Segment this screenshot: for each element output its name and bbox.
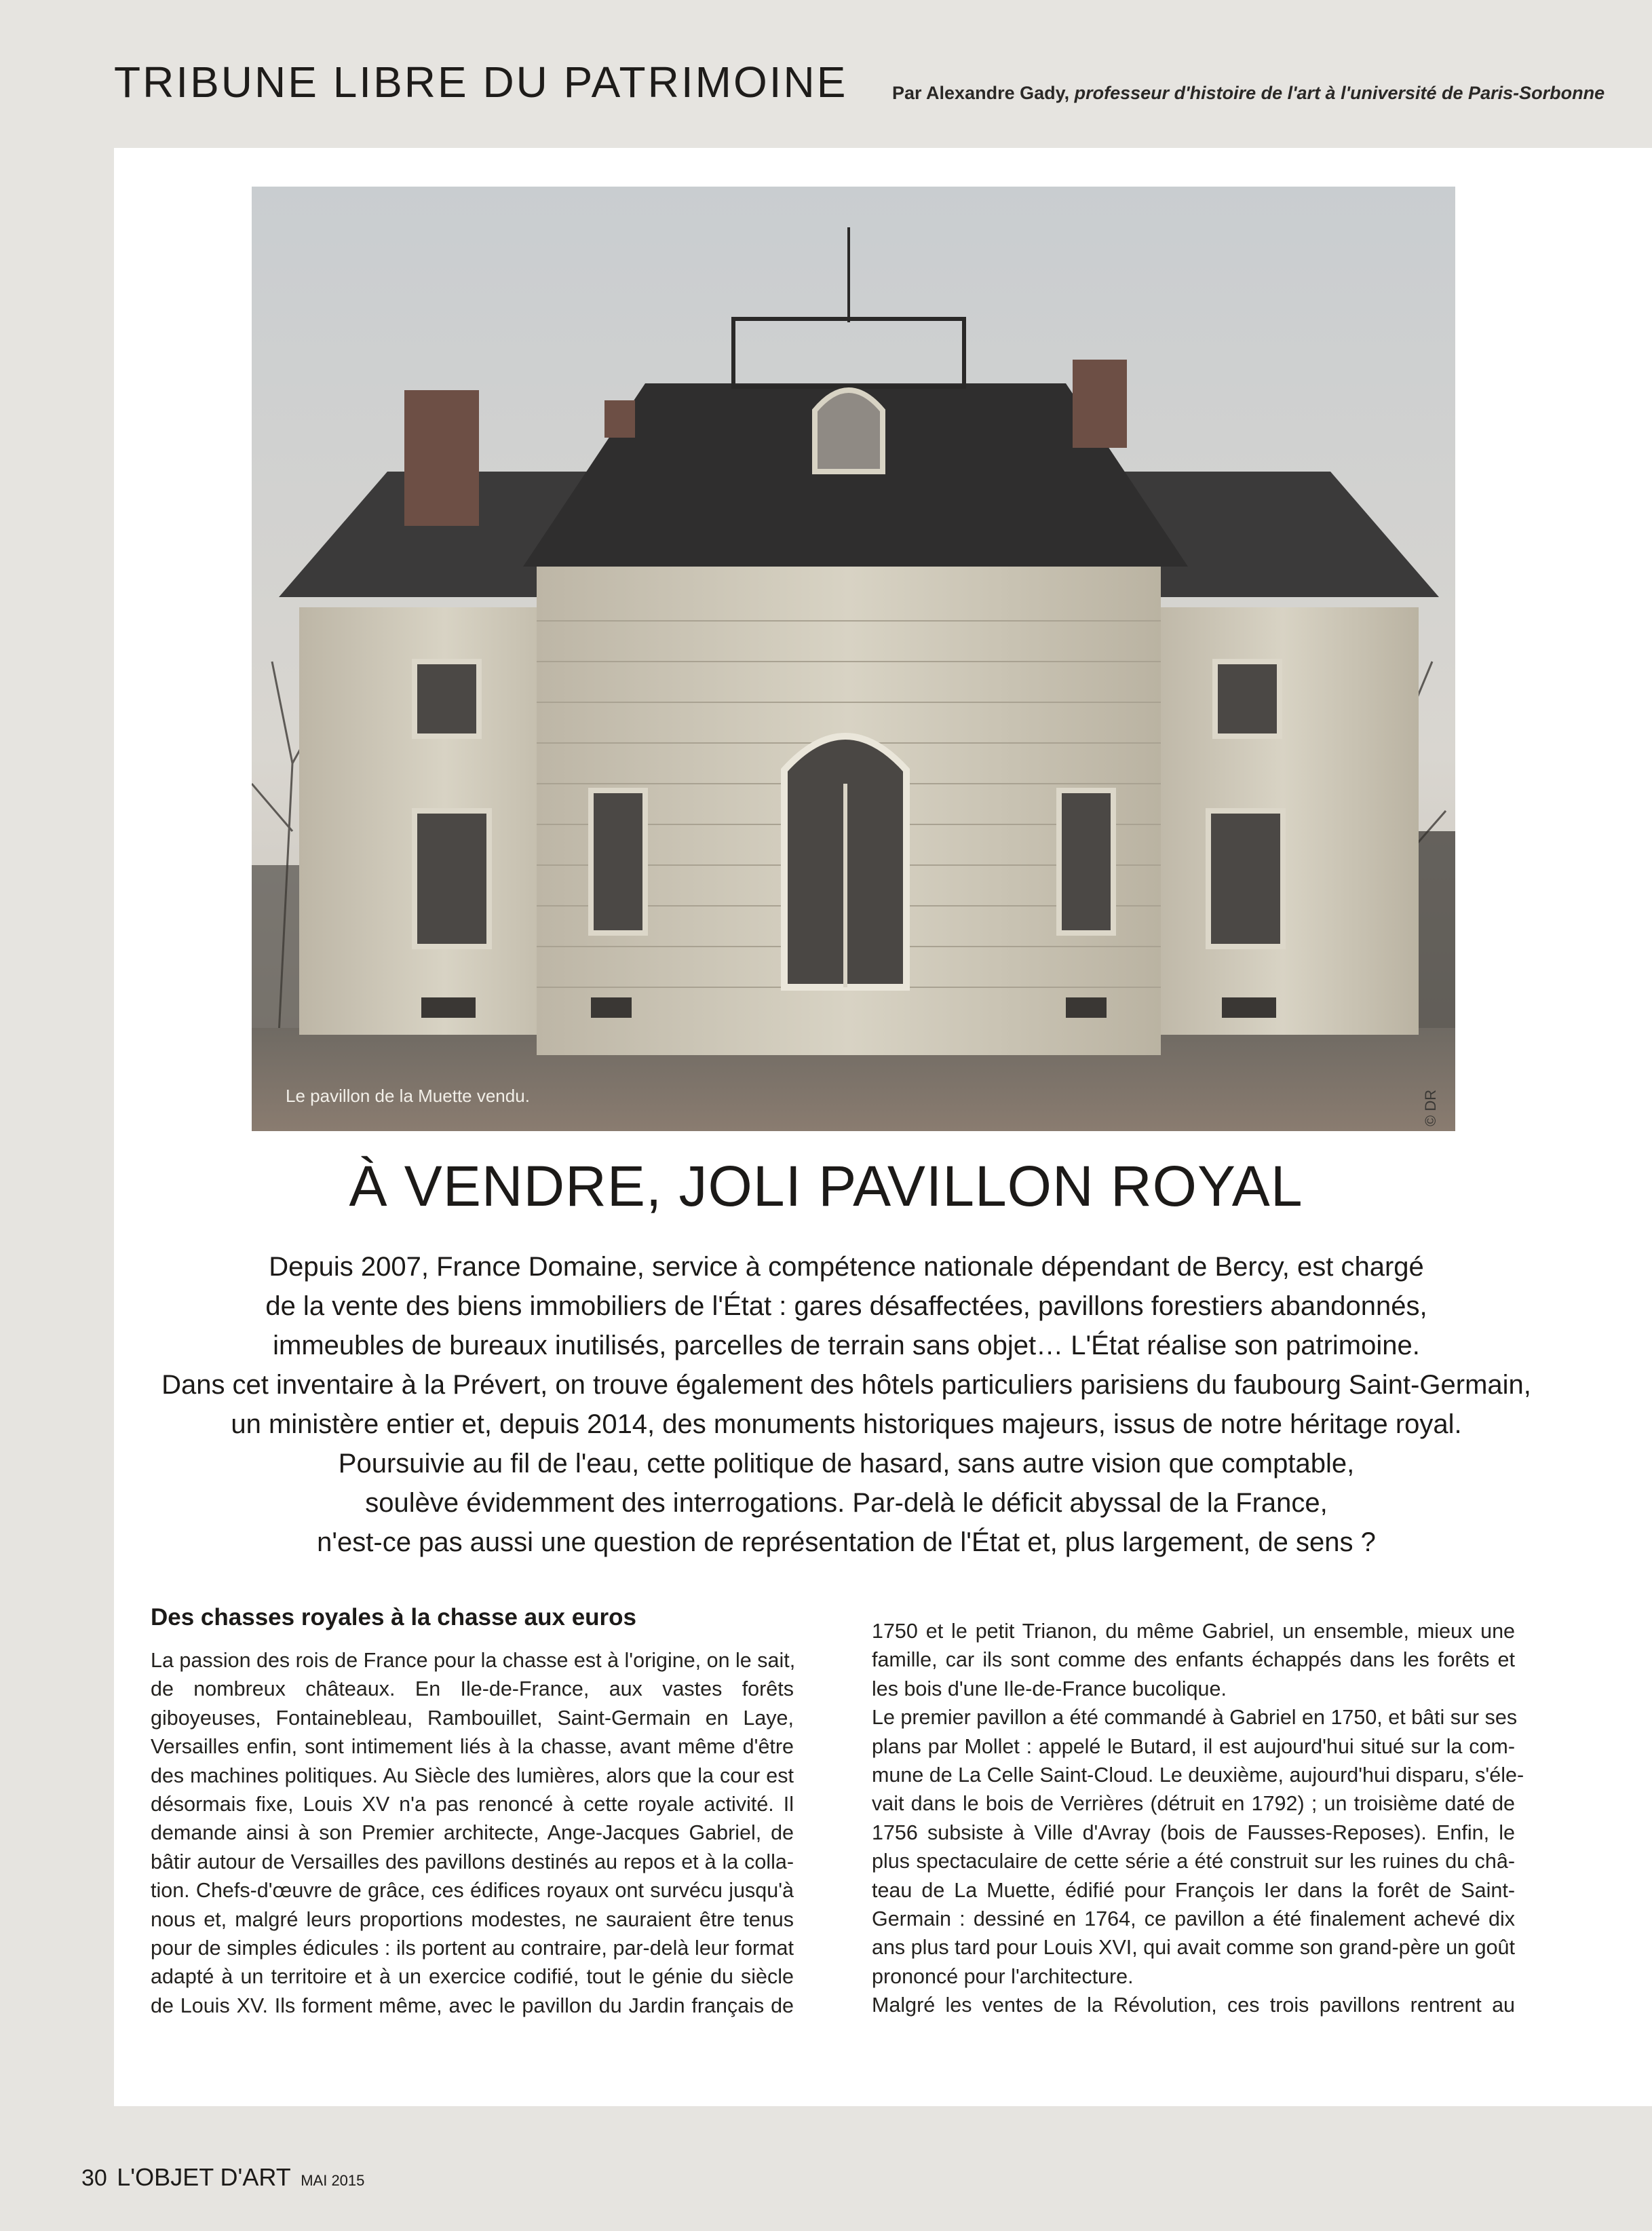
body-line: de nombreux châteaux. En Ile-de-France, aux vastes forêts <box>151 1677 794 1701</box>
issue-date: MAI 2015 <box>301 2172 365 2189</box>
byline-author: Par Alexandre Gady, <box>892 83 1075 103</box>
intro-line: Poursuivie au fil de l'eau, cette politique de hasard, sans autre vision que comptable, <box>338 1449 1355 1479</box>
body-line: plans par Mollet : appelé le Butard, il est aujourd'hui situé sur la com- <box>872 1734 1515 1758</box>
body-line: désormais fixe, Louis XV n'a pas renoncé à cette royale activité. Il <box>151 1793 794 1816</box>
body-line: 1756 subsiste à Ville d'Avray (bois de Fausses-Reposes). Enfin, le <box>872 1820 1515 1844</box>
body-line: nous et, malgré leurs proportions modestes, ne sauraient être tenus <box>151 1907 794 1931</box>
photo-caption: Le pavillon de la Muette vendu. <box>286 1086 530 1106</box>
body-column-left <box>151 1646 794 2020</box>
body-line: pour de simples édicules : ils portent au contraire, par-delà leur format <box>151 1937 794 1960</box>
intro-line: soulève évidemment des interrogations. Par-delà le déficit abyssal de la France, <box>365 1488 1328 1518</box>
body-line: vait dans le bois de Verrières (détruit en 1792) ; un troisième daté de <box>872 1792 1515 1816</box>
page-number: 30 <box>81 2165 107 2191</box>
body-line: tion. Chefs-d'œuvre de grâce, ces édifices royaux ont survécu jusqu'à <box>151 1879 794 1903</box>
body-line: giboyeuses, Fontainebleau, Rambouillet, Saint-Germain en Laye, <box>151 1706 794 1730</box>
body-line: Versailles enfin, sont intimement liés à la chasse, avant même d'être <box>151 1735 794 1759</box>
body-line: adapté à un territoire et à un exercice codifié, tout le génie du siècle <box>151 1965 794 1989</box>
body-line: mune de La Celle Saint-Cloud. Le deuxième, aujourd'hui disparu, s'éle- <box>872 1763 1524 1787</box>
body-line: teau de La Muette, édifié pour François Ier dans la forêt de Saint- <box>872 1878 1515 1902</box>
byline <box>892 83 1605 104</box>
photo-credit: © DR <box>1422 1089 1439 1126</box>
body-line: famille, car ils sont comme des enfants échappés dans les forêts et <box>872 1648 1515 1672</box>
body-line: Le premier pavillon a été commandé à Gabriel en 1750, et bâti sur ses <box>872 1706 1518 1730</box>
body-line: plus spectaculaire de cette série a été construit sur les ruines du châ- <box>872 1850 1515 1873</box>
intro-line: n'est-ce pas aussi une question de représentation de l'État et, plus largement, de sens ? <box>317 1527 1376 1557</box>
page-footer <box>81 2163 364 2192</box>
intro-line: de la vente des biens immobiliers de l'État : gares désaffectées, pavillons forestiers abandonnés, <box>265 1291 1427 1321</box>
body-line: Germain : dessiné en 1764, ce pavillon a été finalement achevé dix <box>872 1907 1515 1931</box>
body-column-right <box>872 1617 1524 2020</box>
body-line: bâtir autour de Versailles des pavillons destinés au repos et à la colla- <box>151 1850 794 1873</box>
intro-line: Depuis 2007, France Domaine, service à compétence nationale dépendant de Bercy, est chargé <box>269 1252 1424 1282</box>
body-line: 1750 et le petit Trianon, du même Gabriel, un ensemble, mieux une <box>872 1620 1515 1643</box>
magazine-name: L'OBJET D'ART <box>117 2163 291 2191</box>
article-intro <box>122 1247 1571 1562</box>
intro-line: immeubles de bureaux inutilisés, parcelles de terrain sans objet… L'État réalise son patrimoine. <box>273 1331 1420 1360</box>
body-line: prononcé pour l'architecture. <box>872 1964 1134 1988</box>
article-title: À VENDRE, JOLI PAVILLON ROYAL <box>349 1154 1303 1218</box>
body-line: de Louis XV. Ils forment même, avec le pavillon du Jardin français de <box>151 1994 794 2017</box>
body-line: Malgré les ventes de la Révolution, ces trois pavillons rentrent au <box>872 1994 1515 2017</box>
body-line: les bois d'une Ile-de-France bucolique. <box>872 1677 1227 1700</box>
byline-role: professeur d'histoire de l'art à l'université de Paris-Sorbonne <box>1074 83 1605 103</box>
rubric-title: TRIBUNE LIBRE DU PATRIMOINE <box>114 58 848 107</box>
section-title: Des chasses royales à la chasse aux euros <box>151 1604 637 1631</box>
body-line: ans plus tard pour Louis XVI, qui avait comme son grand-père un goût <box>872 1936 1515 1960</box>
body-line: demande ainsi à son Premier architecte, Ange-Jacques Gabriel, de <box>151 1821 794 1845</box>
body-line: La passion des rois de France pour la chasse est à l'origine, on le sait, <box>151 1649 796 1672</box>
intro-line: Dans cet inventaire à la Prévert, on trouve également des hôtels particuliers parisiens du faubourg Saint-Germain, <box>161 1370 1531 1400</box>
body-line: des machines politiques. Au Siècle des lumières, alors que la cour est <box>151 1763 794 1787</box>
intro-line: un ministère entier et, depuis 2014, des monuments historiques majeurs, issus de notre héritage royal. <box>231 1409 1462 1439</box>
pavilion-photo <box>252 187 1455 1131</box>
